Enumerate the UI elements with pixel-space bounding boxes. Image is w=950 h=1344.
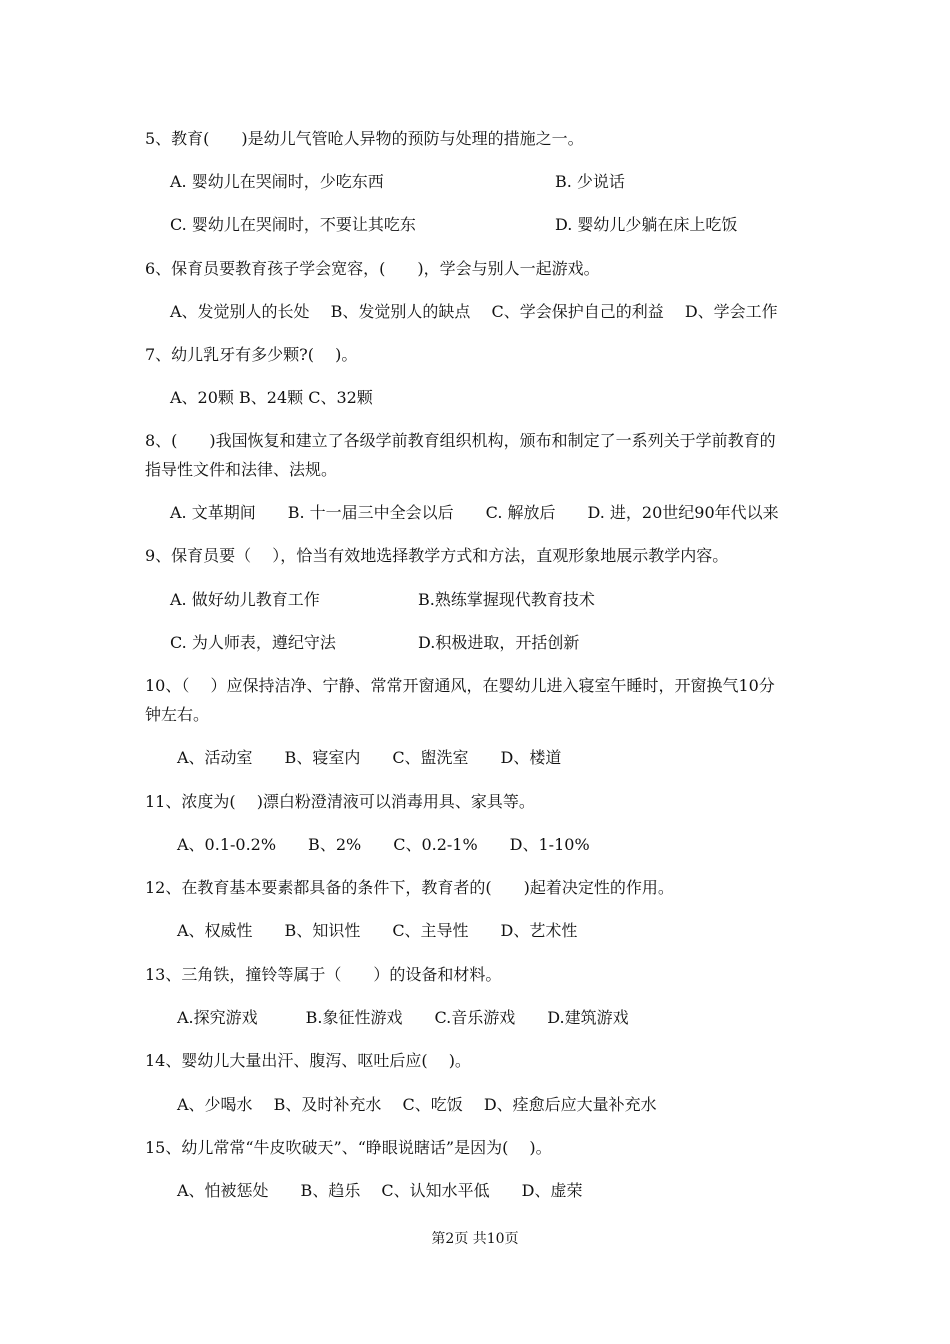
question-11: 11、浓度为( )漂白粉澄清液可以消毒用具、家具等。 [145, 792, 535, 811]
q6-options: A、发觉别人的长处 B、发觉别人的缺点 C、学会保护自己的利益 D、学会工作 [170, 302, 778, 321]
question-12: 12、在教育基本要素都具备的条件下，教育者的( )起着决定性的作用。 [145, 878, 674, 897]
q5-option-b: B. 少说话 [555, 172, 625, 191]
question-13: 13、三角铁，撞铃等属于（ ）的设备和材料。 [145, 965, 502, 984]
q15-options: A、怕被惩处 B、趋乐 C、认知水平低 D、虚荣 [177, 1181, 583, 1200]
page-number-footer: 第2页 共10页 [431, 1231, 519, 1247]
q5-option-d: D. 婴幼儿少躺在床上吃饭 [555, 215, 738, 234]
q13-options: A.探究游戏 B.象征性游戏 C.音乐游戏 D.建筑游戏 [177, 1008, 629, 1027]
question-7: 7、幼儿乳牙有多少颗?( )。 [145, 345, 358, 364]
q14-options: A、少喝水 B、及时补充水 C、吃饭 D、痊愈后应大量补充水 [177, 1095, 657, 1114]
q9-option-d: D.积极进取，开括创新 [418, 633, 580, 652]
q9-option-c: C. 为人师表，遵纪守法 [170, 633, 336, 652]
question-5: 5、教育( )是幼儿气管呛人异物的预防与处理的措施之一。 [145, 129, 584, 148]
question-9: 9、保育员要（ ），恰当有效地选择教学方式和方法，直观形象地展示教学内容。 [145, 546, 729, 565]
q9-option-a: A. 做好幼儿教育工作 [170, 590, 320, 609]
question-10-line1: 10、（ ）应保持洁净、宁静、常常开窗通风，在婴幼儿进入寝室午睡时，开窗换气10分 [145, 676, 775, 695]
question-15: 15、幼儿常常“牛皮吹破天”、“睁眼说瞎话”是因为( )。 [145, 1138, 552, 1157]
q11-options: A、0.1-0.2% B、2% C、0.2-1% D、1-10% [177, 835, 590, 854]
question-10-line2: 钟左右。 [145, 705, 210, 724]
q5-option-c: C. 婴幼儿在哭闹时，不要让其吃东 [170, 215, 416, 234]
question-8-line2: 指导性文件和法律、法规。 [145, 460, 338, 479]
q5-option-a: A. 婴幼儿在哭闹时，少吃东西 [170, 172, 384, 191]
question-6: 6、保育员要教育孩子学会宽容，( )，学会与别人一起游戏。 [145, 259, 600, 278]
q10-options: A、活动室 B、寝室内 C、盥洗室 D、楼道 [177, 748, 562, 767]
question-8-line1: 8、( )我国恢复和建立了各级学前教育组织机构，颁布和制定了一系列关于学前教育的 [145, 431, 776, 450]
q12-options: A、权威性 B、知识性 C、主导性 D、艺术性 [177, 921, 578, 940]
question-14: 14、婴幼儿大量出汗、腹泻、呕吐后应( )。 [145, 1051, 471, 1070]
q9-option-b: B.熟练掌握现代教育技术 [418, 590, 595, 609]
q7-options: A、20颗 B、24颗 C、32颗 [170, 388, 373, 407]
q8-options: A. 文革期间 B. 十一届三中全会以后 C. 解放后 D. 进，20世纪90年代以来 [170, 503, 779, 522]
